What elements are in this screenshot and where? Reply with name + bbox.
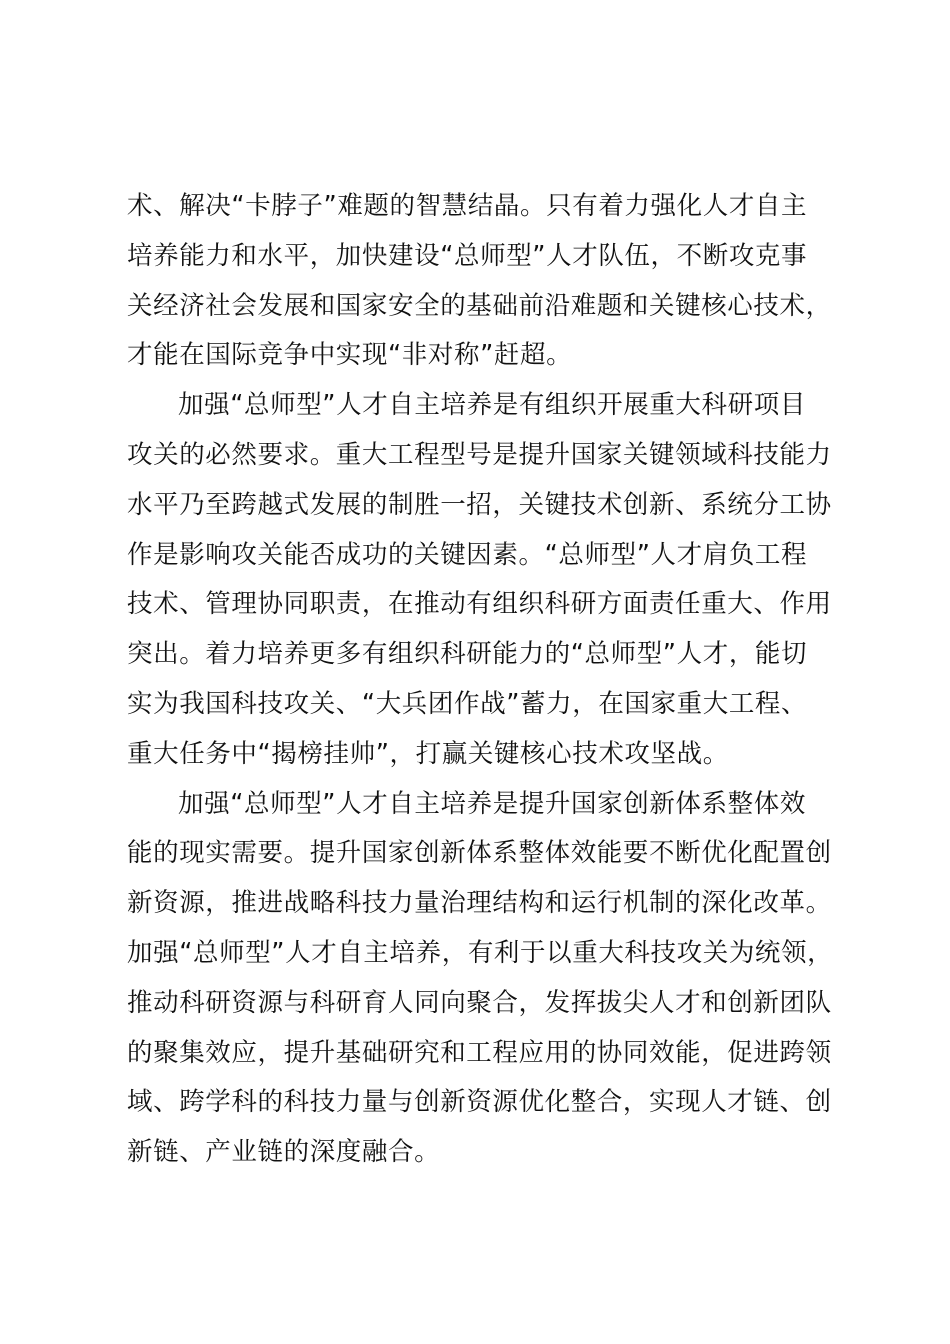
text-line: 术、解决“卡脖子”难题的智慧结晶。只有着力强化人才自主 (127, 191, 808, 221)
text-line: 技术、管理协同职责，在推动有组织科研方面责任重大、作用 (127, 589, 832, 620)
text-line: 作是影响攻关能否成功的关键因素。“总师型”人才肩负工程 (127, 539, 808, 570)
text-line: 的聚集效应，提升基础研究和工程应用的协同效能，促进跨领 (127, 1037, 832, 1068)
text-line: 能的现实需要。提升国家创新体系整体效能要不断优化配置创 (127, 838, 832, 869)
body-text (127, 182, 847, 1178)
text-line: 水平乃至跨越式发展的制胜一招，关键技术创新、系统分工协 (127, 489, 832, 520)
text-line: 培养能力和水平，加快建设“总师型”人才队伍，不断攻克事 (127, 240, 808, 271)
paragraph-2 (127, 381, 847, 779)
text-line: 新资源，推进战略科技力量治理结构和运行机制的深化改革。 (127, 888, 832, 919)
text-line: 攻关的必然要求。重大工程型号是提升国家关键领域科技能力 (127, 439, 832, 470)
text-line: 加强“总师型”人才自主培养，有利于以重大科技攻关为统领， (127, 937, 834, 968)
text-line: 新链、产业链的深度融合。 (127, 1137, 441, 1168)
text-line: 才能在国际竞争中实现“非对称”赶超。 (127, 340, 573, 371)
paragraph-1 (127, 182, 847, 381)
text-line: 实为我国科技攻关、“大兵团作战”蓄力，在国家重大工程、 (127, 688, 808, 719)
text-line: 关经济社会发展和国家安全的基础前沿难题和关键核心技术， (127, 290, 832, 321)
text-line: 重大任务中“揭榜挂帅”，打赢关键核心技术攻坚战。 (127, 738, 729, 769)
text-line: 域、跨学科的科技力量与创新资源优化整合，实现人才链、创 (127, 1087, 832, 1118)
text-line: 推动科研资源与科研育人同向聚合，发挥拔尖人才和创新团队 (127, 987, 832, 1018)
text-line: 加强“总师型”人才自主培养是提升国家创新体系整体效 (178, 788, 806, 819)
text-line: 突出。着力培养更多有组织科研能力的“总师型”人才，能切 (127, 639, 808, 670)
text-line: 加强“总师型”人才自主培养是有组织开展重大科研项目 (178, 390, 806, 421)
paragraph-3 (127, 780, 847, 1178)
